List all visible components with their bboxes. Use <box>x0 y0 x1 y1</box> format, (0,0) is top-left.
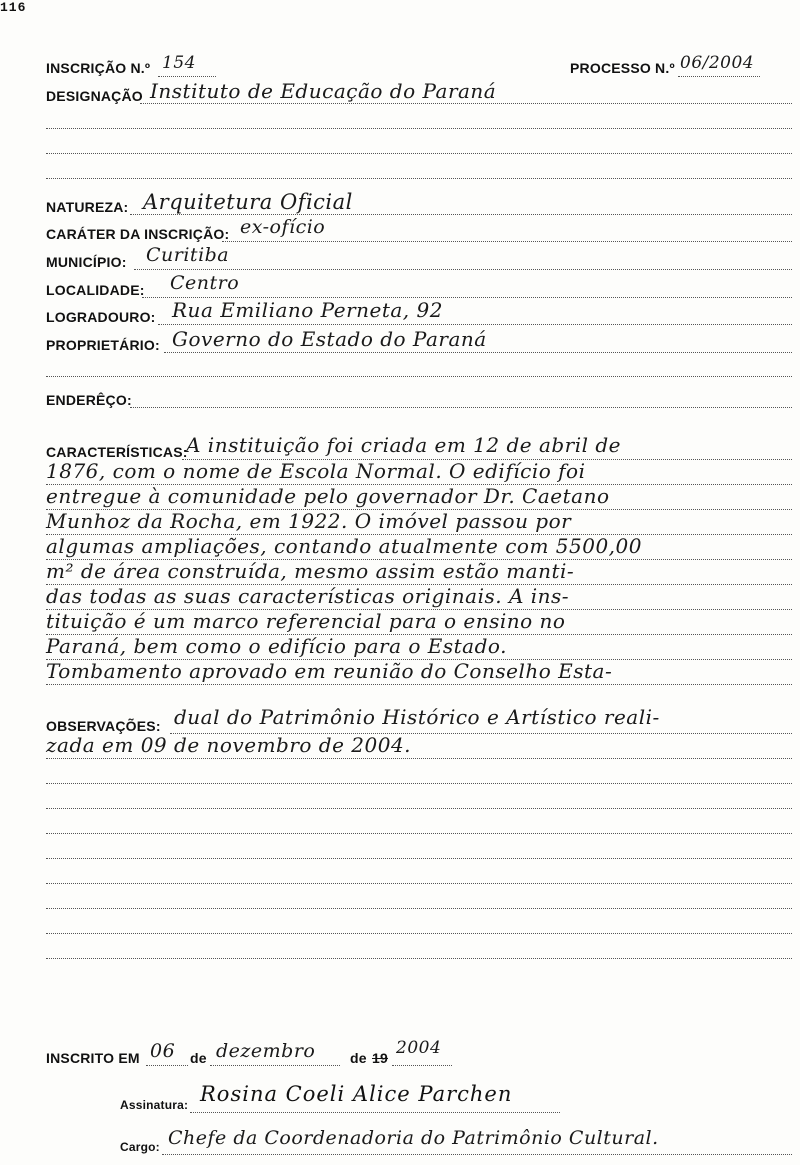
blank-line-12 <box>46 958 792 959</box>
logradouro-dotted-line <box>158 324 792 325</box>
caracteristicas-line-6: das todas as suas características originais. A ins- <box>46 584 570 608</box>
caracteristicas-label: CARACTERÍSTICAS: <box>46 444 188 460</box>
inscricao-value: 154 <box>162 53 196 73</box>
caracteristicas-line-5: m² de área construída, mesmo assim estão manti- <box>46 559 575 583</box>
blank-line-3 <box>46 178 792 179</box>
designacao-value: Instituto de Educação do Paraná <box>150 79 497 103</box>
inscricao-dotted-line <box>158 76 216 77</box>
processo-label: PROCESSO N.º <box>570 60 675 76</box>
municipio-label: MUNICÍPIO: <box>46 254 127 270</box>
signature: Rosina Coeli Alice Parchen <box>200 1082 513 1106</box>
blank-line-6 <box>46 808 792 809</box>
logradouro-label: LOGRADOURO: <box>46 309 156 325</box>
assinatura-dotted-line <box>190 1112 560 1113</box>
caracteristicas-line-0: A instituição foi criada em 12 de abril de <box>186 433 622 457</box>
municipio-value: Curitiba <box>146 244 230 266</box>
processo-value: 06/2004 <box>680 53 755 73</box>
observacoes-label: OBSERVAÇÕES: <box>46 718 161 734</box>
caracteristicas-line-4: algumas ampliações, contando atualmente com 5500,00 <box>46 534 642 558</box>
cargo-value: Chefe da Coordenadoria do Patrimônio Cultural. <box>168 1127 659 1149</box>
inscrito-year-written: 2004 <box>396 1038 442 1058</box>
inscrito-month: dezembro <box>216 1040 316 1062</box>
caracteristicas-line-2: entregue à comunidade pelo governador Dr. Caetano <box>46 484 610 508</box>
observacoes-dotted-line-1 <box>46 758 792 759</box>
caracteristicas-line-3: Munhoz da Rocha, em 1922. O imóvel passou por <box>46 509 572 533</box>
inscrito-day: 06 <box>150 1040 176 1062</box>
localidade-label: LOCALIDADE: <box>46 282 145 298</box>
blank-line-1 <box>46 128 792 129</box>
municipio-dotted-line <box>134 269 792 270</box>
caracteristicas-line-1: 1876, com o nome de Escola Normal. O edifício foi <box>46 459 586 483</box>
blank-line-10 <box>46 908 792 909</box>
observacoes-line-1: zada em 09 de novembro de 2004. <box>46 733 412 757</box>
caracteristicas-line-9: Tombamento aprovado em reunião do Conselho Esta- <box>46 659 613 683</box>
logradouro-value: Rua Emiliano Perneta, 92 <box>172 298 443 322</box>
blank-line-11 <box>46 933 792 934</box>
blank-line-5 <box>46 783 792 784</box>
endereco-label: ENDERÊÇO: <box>46 392 132 408</box>
natureza-value: Arquitetura Oficial <box>143 190 353 214</box>
inscrito-year-line <box>392 1065 452 1066</box>
inscricao-label: INSCRIÇÃO N.º <box>46 60 151 76</box>
caracteristicas-dotted-line-9 <box>46 684 792 685</box>
inscrito-de-1: de <box>190 1050 207 1066</box>
inscrito-label: INSCRITO EM <box>46 1050 140 1066</box>
inscrito-day-line <box>146 1065 188 1066</box>
caracteristicas-line-7: tituição é um marco referencial para o ensino no <box>46 609 566 633</box>
cargo-dotted-line <box>162 1154 792 1155</box>
blank-line-8 <box>46 858 792 859</box>
blank-line-2 <box>46 153 792 154</box>
inscrito-year-printed: 19 <box>372 1050 388 1066</box>
blank-line-4 <box>46 376 792 377</box>
observacoes-line-0: dual do Patrimônio Histórico e Artístico reali- <box>174 705 660 729</box>
proprietario-label: PROPRIETÁRIO: <box>46 337 160 353</box>
designacao-label: DESIGNAÇÃO <box>46 88 143 104</box>
assinatura-label: Assinatura: <box>120 1098 189 1112</box>
endereco-dotted-line <box>130 407 792 408</box>
caracteristicas-line-8: Paraná, bem como o edifício para o Estado. <box>46 634 507 658</box>
proprietario-dotted-line <box>164 352 792 353</box>
carater-label: CARÁTER DA INSCRIÇÃO: <box>46 226 230 242</box>
carater-dotted-line <box>222 241 792 242</box>
carater-value: ex-ofício <box>240 216 326 238</box>
page-corner-number: 116 <box>0 0 27 15</box>
natureza-dotted-line <box>130 214 792 215</box>
blank-line-7 <box>46 833 792 834</box>
designacao-dotted-line <box>140 103 792 104</box>
proprietario-value: Governo do Estado do Paraná <box>172 327 487 351</box>
inscrito-de-2: de <box>350 1050 367 1066</box>
cargo-label: Cargo: <box>120 1140 160 1154</box>
processo-dotted-line <box>678 76 760 77</box>
natureza-label: NATUREZA: <box>46 199 129 215</box>
inscrito-month-line <box>210 1065 340 1066</box>
blank-line-9 <box>46 883 792 884</box>
localidade-value: Centro <box>170 272 240 294</box>
